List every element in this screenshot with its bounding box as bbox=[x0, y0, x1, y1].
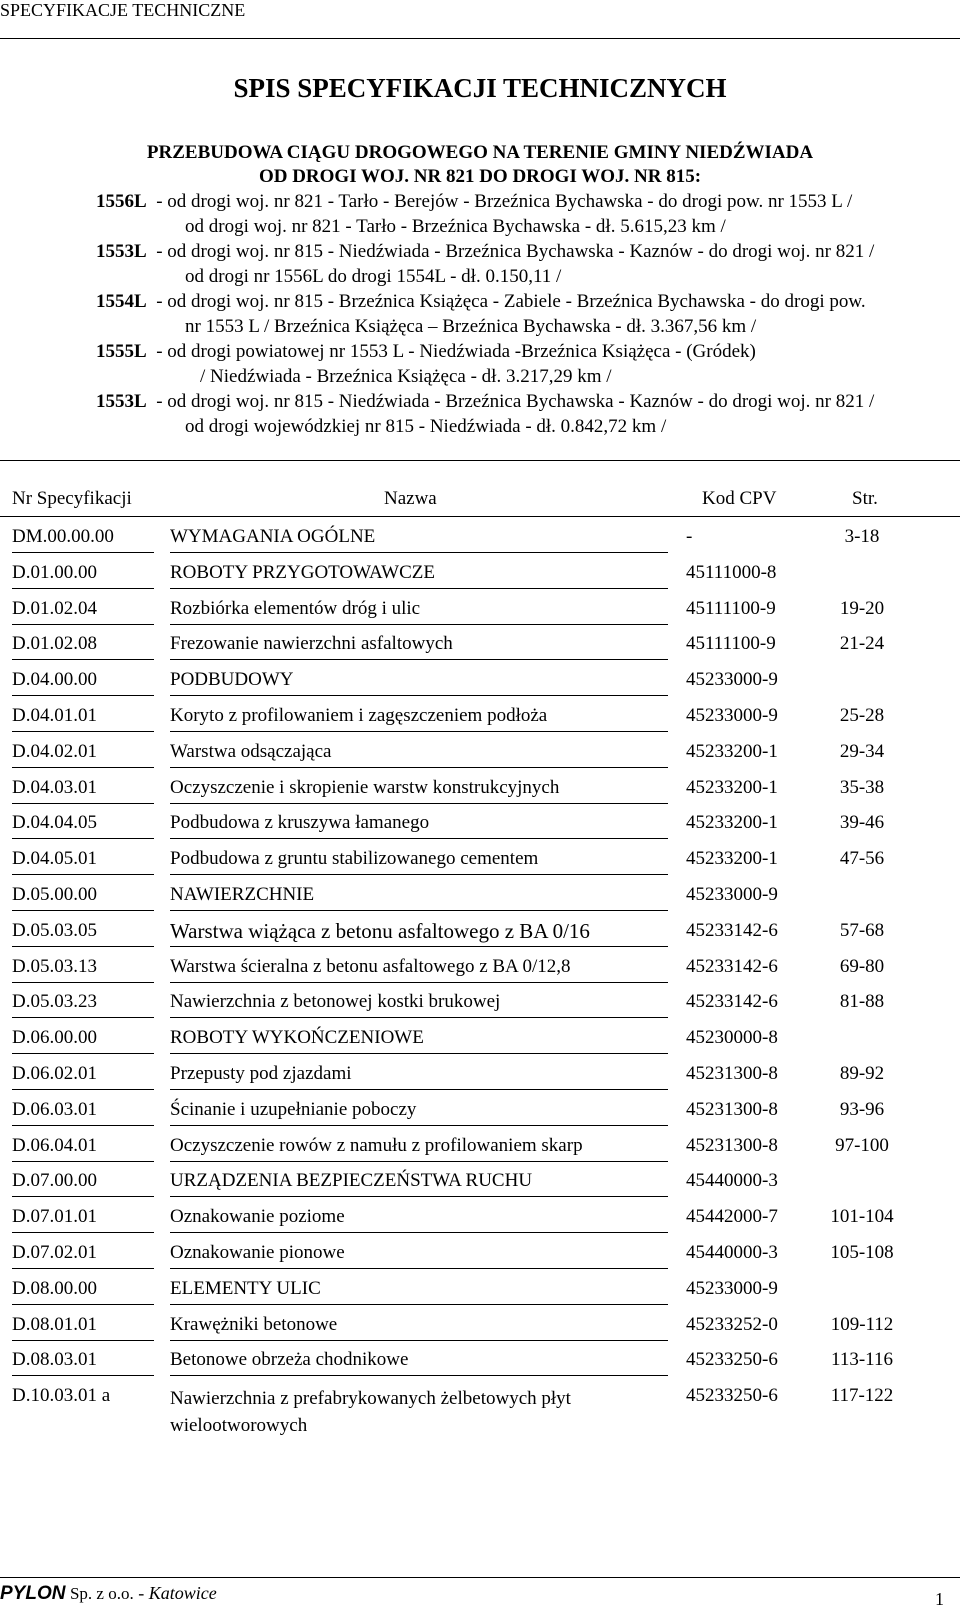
footer-city: - Katowice bbox=[138, 1583, 217, 1603]
page-range-cell: 93-96 bbox=[839, 1099, 885, 1120]
cpv-code-cell: 45233142-6 bbox=[686, 956, 778, 977]
row-rule bbox=[12, 1089, 154, 1090]
page-range-cell: 97-100 bbox=[835, 1135, 889, 1156]
spec-name-cell: URZĄDZENIA BEZPIECZEŃSTWA RUCHU bbox=[170, 1170, 533, 1191]
row-rule bbox=[12, 1268, 154, 1269]
cpv-code-cell: 45440000-3 bbox=[686, 1170, 778, 1191]
row-rule bbox=[12, 767, 154, 768]
row-rule bbox=[170, 1196, 668, 1197]
row-rule bbox=[12, 803, 154, 804]
spec-name-cell: NAWIERZCHNIE bbox=[170, 884, 315, 905]
spec-number-cell: D.07.00.00 bbox=[12, 1170, 97, 1191]
cpv-code-cell: 45233200-1 bbox=[686, 777, 778, 798]
section-1556l-line-2: od drogi woj. nr 821 - Tarło - Brzeźnica Bychawska - dł. 5.615,23 km / bbox=[185, 216, 726, 237]
row-rule bbox=[170, 552, 668, 553]
cpv-code-cell: 45233250-6 bbox=[686, 1385, 778, 1406]
row-rule bbox=[170, 1161, 668, 1162]
cpv-code-cell: 45231300-8 bbox=[686, 1063, 778, 1084]
row-rule bbox=[170, 1340, 668, 1341]
page-title: SPIS SPECYFIKACJI TECHNICZNYCH bbox=[233, 73, 727, 103]
row-rule bbox=[170, 874, 668, 875]
page-range-cell: 19-20 bbox=[839, 598, 885, 619]
page-range-cell: 47-56 bbox=[839, 848, 885, 869]
spec-number-cell: D.08.01.01 bbox=[12, 1314, 97, 1335]
spec-number-cell: D.08.03.01 bbox=[12, 1349, 97, 1370]
table-header-rule bbox=[0, 516, 960, 517]
table-top-rule bbox=[0, 460, 960, 461]
spec-number-cell: D.01.00.00 bbox=[12, 562, 97, 583]
spec-number-cell: D.04.02.01 bbox=[12, 741, 97, 762]
section-1553l-line-2: od drogi nr 1556L do drogi 1554L - dł. 0.150,11 / bbox=[185, 266, 562, 287]
page-range-cell: 113-116 bbox=[831, 1349, 893, 1370]
page-range-cell: 69-80 bbox=[839, 956, 885, 977]
section-1554l-line-2: nr 1553 L / Brzeźnica Książęca – Brzeźnica Bychawska - dł. 3.367,56 km / bbox=[185, 316, 757, 337]
page-range-cell: 89-92 bbox=[839, 1063, 885, 1084]
section-1553l-b-line-1: 1553L - od drogi woj. nr 815 - Niedźwiada - Brzeźnica Bychawska - Kaznów - do drogi woj. nr 821 / bbox=[96, 391, 875, 412]
row-rule bbox=[12, 731, 154, 732]
spec-number-cell: D.01.02.08 bbox=[12, 633, 97, 654]
row-rule bbox=[170, 1017, 668, 1018]
spec-number-cell: D.06.00.00 bbox=[12, 1027, 97, 1048]
page-range-cell: 81-88 bbox=[839, 991, 885, 1012]
spec-number-cell: DM.00.00.00 bbox=[12, 526, 114, 547]
cpv-code-cell: 45233000-9 bbox=[686, 669, 778, 690]
row-rule bbox=[170, 1232, 668, 1233]
section-code: 1555L bbox=[96, 341, 147, 362]
footer-company-form: Sp. z o.o. bbox=[69, 1584, 134, 1603]
spec-number-cell: D.05.03.23 bbox=[12, 991, 97, 1012]
spec-name-cell: Warstwa odsączająca bbox=[170, 741, 332, 762]
row-rule bbox=[12, 1196, 154, 1197]
section-code: 1556L bbox=[96, 191, 147, 212]
spec-name-cell: Nawierzchnia z prefabrykowanych żelbetowych płyt wielootworowych bbox=[170, 1388, 571, 1436]
row-rule bbox=[12, 874, 154, 875]
row-rule bbox=[12, 624, 154, 625]
page-range-cell: 35-38 bbox=[839, 777, 885, 798]
row-rule bbox=[170, 1125, 668, 1126]
spec-name-cell: Warstwa ścieralna z betonu asfaltowego z BA 0/12,8 bbox=[170, 956, 571, 977]
row-rule bbox=[170, 695, 668, 696]
cpv-code-cell: 45111100-9 bbox=[686, 633, 776, 654]
cpv-code-cell: 45233252-0 bbox=[686, 1314, 778, 1335]
spec-number-cell: D.05.00.00 bbox=[12, 884, 97, 905]
spec-number-cell: D.06.03.01 bbox=[12, 1099, 97, 1120]
cpv-code-cell: 45233000-9 bbox=[686, 884, 778, 905]
spec-number-cell: D.01.02.04 bbox=[12, 598, 97, 619]
spec-name-cell: WYMAGANIA OGÓLNE bbox=[170, 526, 376, 547]
row-rule bbox=[170, 838, 668, 839]
row-rule bbox=[12, 1304, 154, 1305]
row-rule bbox=[170, 731, 668, 732]
cpv-code-cell: 45231300-8 bbox=[686, 1099, 778, 1120]
column-header-name: Nazwa bbox=[384, 488, 437, 509]
row-rule bbox=[170, 910, 668, 911]
cpv-code-cell: - bbox=[686, 526, 693, 547]
spec-number-cell: D.06.04.01 bbox=[12, 1135, 97, 1156]
row-rule bbox=[170, 1089, 668, 1090]
cpv-code-cell: 45233000-9 bbox=[686, 705, 778, 726]
spec-name-cell: Oczyszczenie rowów z namułu z profilowaniem skarp bbox=[170, 1135, 583, 1156]
spec-name-cell: Krawężniki betonowe bbox=[170, 1314, 338, 1335]
section-1553l-b-line-2: od drogi wojewódzkiej nr 815 - Niedźwiada - dł. 0.842,72 km / bbox=[185, 416, 667, 437]
cpv-code-cell: 45442000-7 bbox=[686, 1206, 778, 1227]
spec-number-cell: D.05.03.13 bbox=[12, 956, 97, 977]
column-header-nr: Nr Specyfikacji bbox=[12, 488, 132, 509]
cpv-code-cell: 45233250-6 bbox=[686, 1349, 778, 1370]
row-rule bbox=[170, 1053, 668, 1054]
page-range-cell: 101-104 bbox=[830, 1206, 894, 1227]
page-range-cell: 109-112 bbox=[830, 1314, 894, 1335]
row-rule bbox=[12, 1161, 154, 1162]
spec-number-cell: D.04.01.01 bbox=[12, 705, 97, 726]
section-1553l-line-1: 1553L - od drogi woj. nr 815 - Niedźwiada - Brzeźnica Bychawska - Kaznów - do drogi woj. nr 821 / bbox=[96, 241, 875, 262]
cpv-code-cell: 45233200-1 bbox=[686, 848, 778, 869]
page-number: 1 bbox=[935, 1589, 944, 1609]
spec-name-cell: Oczyszczenie i skropienie warstw konstrukcyjnych bbox=[170, 777, 560, 798]
spec-name-cell: Przepusty pod zjazdami bbox=[170, 1063, 352, 1084]
spec-number-cell: D.07.01.01 bbox=[12, 1206, 97, 1227]
spec-name-cell: ROBOTY WYKOŃCZENIOWE bbox=[170, 1027, 424, 1048]
page-range-cell: 29-34 bbox=[839, 741, 885, 762]
footer-brand: PYLON bbox=[0, 1583, 66, 1604]
spec-name-cell: PODBUDOWY bbox=[170, 669, 294, 690]
spec-name-cell: Oznakowanie pionowe bbox=[170, 1242, 345, 1263]
footer-company bbox=[0, 1582, 217, 1605]
footer-rule bbox=[0, 1577, 960, 1578]
spec-number-cell: D.04.03.01 bbox=[12, 777, 97, 798]
spec-name-cell: Warstwa wiążąca z betonu asfaltowego z BA 0/16 bbox=[170, 919, 590, 943]
spec-name-cell: Podbudowa z kruszywa łamanego bbox=[170, 812, 430, 833]
cpv-code-cell: 45230000-8 bbox=[686, 1027, 778, 1048]
spec-number-cell: D.04.05.01 bbox=[12, 848, 97, 869]
row-rule bbox=[170, 803, 668, 804]
spec-name-cell: ELEMENTY ULIC bbox=[170, 1278, 321, 1299]
section-code: 1553L bbox=[96, 241, 147, 262]
section-code: 1554L bbox=[96, 291, 147, 312]
spec-name-cell: Koryto z profilowaniem i zagęszczeniem podłoża bbox=[170, 705, 548, 726]
row-rule bbox=[12, 1053, 154, 1054]
spec-name-cell: Ścinanie i uzupełnianie poboczy bbox=[170, 1099, 417, 1120]
section-1555l-line-2: / Niedźwiada - Brzeźnica Książęca - dł. 3.217,29 km / bbox=[200, 366, 612, 387]
row-rule bbox=[12, 1232, 154, 1233]
row-rule bbox=[170, 1375, 668, 1376]
section-1556l-line-1: 1556L - od drogi woj. nr 821 - Tarło - Berejów - Brzeźnica Bychawska - do drogi pow. nr 1553 L / bbox=[96, 191, 853, 212]
spec-number-cell: D.08.00.00 bbox=[12, 1278, 97, 1299]
row-rule bbox=[12, 910, 154, 911]
spec-number-cell: D.06.02.01 bbox=[12, 1063, 97, 1084]
row-rule bbox=[12, 1017, 154, 1018]
row-rule bbox=[12, 588, 154, 589]
row-rule bbox=[12, 838, 154, 839]
spec-name-cell: Podbudowa z gruntu stabilizowanego cementem bbox=[170, 848, 539, 869]
spec-number-cell: D.04.00.00 bbox=[12, 669, 97, 690]
row-rule bbox=[12, 552, 154, 553]
running-header bbox=[0, 0, 960, 39]
spec-name-cell: ROBOTY PRZYGOTOWAWCZE bbox=[170, 562, 435, 583]
spec-name-cell: Rozbiórka elementów dróg i ulic bbox=[170, 598, 421, 619]
row-rule bbox=[12, 946, 154, 947]
row-rule bbox=[170, 659, 668, 660]
running-header-title: SPECYFIKACJE TECHNICZNE bbox=[0, 0, 246, 20]
spec-name-cell: Oznakowanie poziome bbox=[170, 1206, 345, 1227]
row-rule bbox=[170, 624, 668, 625]
row-rule bbox=[170, 767, 668, 768]
cpv-code-cell: 45231300-8 bbox=[686, 1135, 778, 1156]
section-1555l-line-1: 1555L - od drogi powiatowej nr 1553 L - Niedźwiada -Brzeźnica Książęca - (Gródek) bbox=[96, 341, 756, 362]
column-header-str: Str. bbox=[852, 488, 878, 509]
column-header-cpv: Kod CPV bbox=[702, 488, 777, 509]
section-1554l-line-1: 1554L - od drogi woj. nr 815 - Brzeźnica Książęca - Zabiele - Brzeźnica Bychawska - do drogi pow. bbox=[96, 291, 866, 312]
spec-name-cell: Betonowe obrzeża chodnikowe bbox=[170, 1349, 409, 1370]
row-rule bbox=[12, 1375, 154, 1376]
row-rule bbox=[12, 1340, 154, 1341]
row-rule bbox=[12, 1125, 154, 1126]
cpv-code-cell: 45233142-6 bbox=[686, 991, 778, 1012]
cpv-code-cell: 45233000-9 bbox=[686, 1278, 778, 1299]
cpv-code-cell: 45233142-6 bbox=[686, 920, 778, 941]
page-range-cell: 57-68 bbox=[839, 920, 885, 941]
cpv-code-cell: 45440000-3 bbox=[686, 1242, 778, 1263]
spec-number-cell: D.04.04.05 bbox=[12, 812, 97, 833]
page-range-cell: 39-46 bbox=[839, 812, 885, 833]
cpv-code-cell: 45111000-8 bbox=[686, 562, 777, 583]
page-range-cell: 25-28 bbox=[839, 705, 885, 726]
cpv-code-cell: 45111100-9 bbox=[686, 598, 776, 619]
spec-number-cell: D.05.03.05 bbox=[12, 920, 97, 941]
page-range-cell: 21-24 bbox=[839, 633, 885, 654]
project-title-line-1: PRZEBUDOWA CIĄGU DROGOWEGO NA TERENIE GMINY NIEDŹWIADA bbox=[146, 142, 814, 163]
cpv-code-cell: 45233200-1 bbox=[686, 741, 778, 762]
page-range-cell: 117-122 bbox=[830, 1385, 894, 1406]
row-rule bbox=[170, 946, 668, 947]
row-rule bbox=[12, 982, 154, 983]
page-range-cell: 3-18 bbox=[844, 526, 880, 547]
row-rule bbox=[170, 982, 668, 983]
row-rule bbox=[170, 588, 668, 589]
spec-number-cell: D.10.03.01 a bbox=[12, 1385, 111, 1406]
project-title-line-2: OD DROGI WOJ. NR 821 DO DROGI WOJ. NR 815: bbox=[258, 166, 702, 187]
spec-number-cell: D.07.02.01 bbox=[12, 1242, 97, 1263]
row-rule bbox=[170, 1268, 668, 1269]
page-range-cell: 105-108 bbox=[830, 1242, 894, 1263]
section-code: 1553L bbox=[96, 391, 147, 412]
row-rule bbox=[12, 695, 154, 696]
row-rule bbox=[170, 1304, 668, 1305]
cpv-code-cell: 45233200-1 bbox=[686, 812, 778, 833]
spec-name-cell: Nawierzchnia z betonowej kostki brukowej bbox=[170, 991, 501, 1012]
row-rule bbox=[12, 659, 154, 660]
spec-name-cell: Frezowanie nawierzchni asfaltowych bbox=[170, 633, 453, 654]
